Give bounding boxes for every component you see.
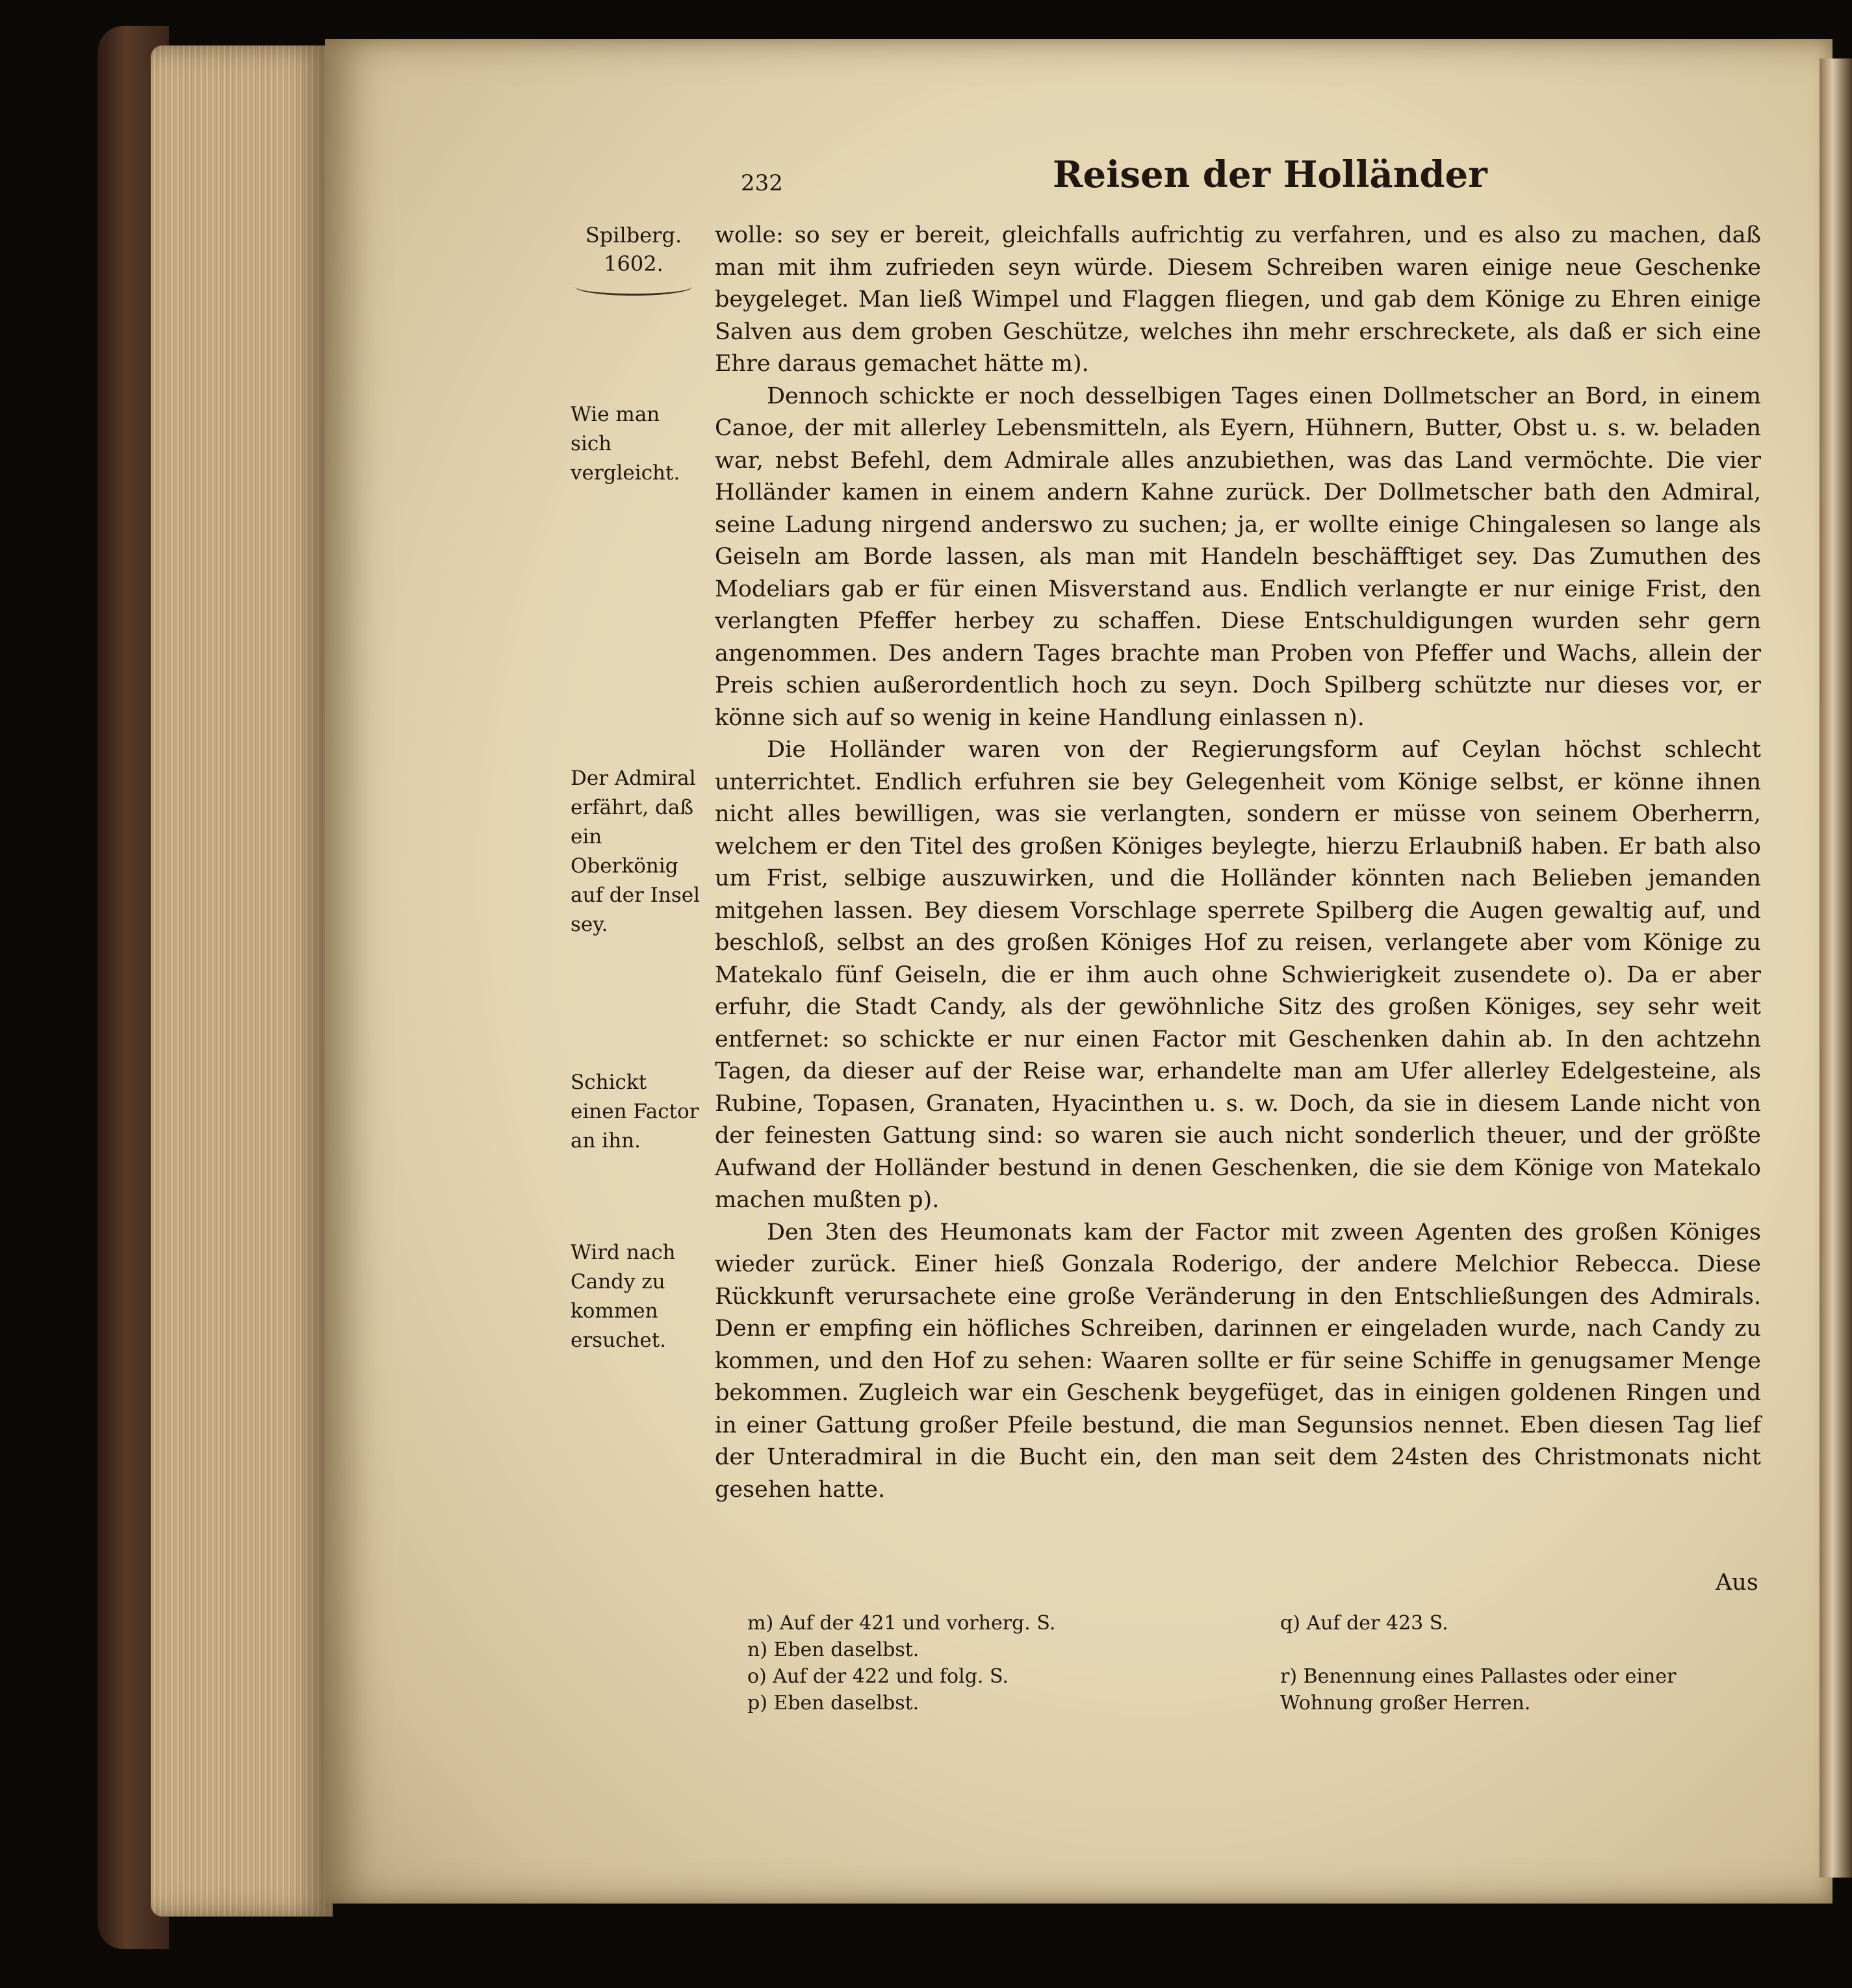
margin-head-year: 1602. <box>604 251 663 276</box>
footnote: o) Auf der 422 und folg. S. <box>747 1665 1009 1688</box>
side-note: Der Admiral erfährt, daß ein Oberkönig auf der Insel sey. <box>571 767 701 936</box>
footnote: n) Eben daselbst. <box>747 1638 920 1661</box>
margin-head-bracket <box>575 278 692 296</box>
footnote: p) Eben daselbst. <box>747 1692 920 1714</box>
footnotes-right <box>1280 1610 1761 1716</box>
paragraph: Dennoch schickte er noch desselbigen Tages einen Dollmetscher an Bord, in einem Canoe, der mit allerley Lebensmitteln, als Eyern, Hühnern, Butter, Obst u. s. w. beladen war, nebst Befehl, dem Admirale alles anzubiethen, was das Land vermöchte. Die vier Holländer kamen in einem andern Kahne zurück. Der Dollmetscher bath den Admiral, seine Ladung nirgend anderswo zu suchen; ja, er wollte einige Chingalesen so lange als Geiseln am Borde lassen, als man mit Handeln beschäfftiget sey. Das Zumuthen des Modeliars gab er für einen Misverstand aus. Endlich verlangte er nur einige Frist, den verlangten Pfeffer herbey zu schaffen. Diese Entschuldigungen wurden sehr gern angenommen. Des andern Tages brachte man Proben von Pfeffer und Wachs, allein der Preis schien außerordentlich hoch zu seyn. Doch Spilberg schützte nur dieses vor, er könne sich auf so wenig in keine Handlung einlassen n). <box>715 383 1761 731</box>
facing-page-edge <box>1820 58 1852 1878</box>
margin-head <box>572 221 695 296</box>
body-text <box>715 220 1761 1506</box>
margin-head-name: Spilberg. <box>585 223 682 248</box>
page-edges <box>151 45 333 1917</box>
footnote: m) Auf der 421 und vorherg. S. <box>747 1612 1056 1635</box>
paragraph: wolle: so sey er bereit, gleichfalls aufrichtig zu verfahren, und es also zu machen, daß man mit ihm zufrieden seyn würde. Diesem Schreiben waren einige neue Geschenke beygeleget. Man ließ Wimpel und Flaggen fliegen, und gab dem Könige zu Ehren einige Salven aus dem groben Geschütze, welches ihn mehr erschreckete, als daß er sich eine Ehre daraus gemachet hätte m). <box>715 222 1761 377</box>
paragraph: Die Holländer waren von der Regierungsform auf Ceylan höchst schlecht unterrichtet. Endlich erfuhren sie bey Gelegenheit vom Könige selbst, er könne ihnen nicht alles bewilligen, was sie verlangten, sondern er müsse von seinem Oberherrn, welchem er den Titel des großen Königes beylegte, hierzu Erlaubniß haben. Er bath also um Frist, selbige auszuwirken, und die Holländer könnten nach Belieben jemanden mitgehen lassen. Bey diesem Vorschlage sperrete Spilberg die Augen gewaltig auf, und beschloß, selbst an des großen Königes Hof zu reisen, verlangete aber vom Könige zu Matekalo fünf Geiseln, die er ihm auch ohne Schwierigkeit zusendete o). Da er aber erfuhr, die Stadt Candy, als der gewöhnliche Sitz des großen Königes, sey sehr weit entfernet: so schickte er nur einen Factor mit Geschenken dahin ab. In den achtzehn Tagen, da dieser auf der Reise war, erhandelte man am Ufer allerley Edelgesteine, als Rubine, Topasen, Granaten, Hyacinthen u. s. w. Doch, da sie in diesem Lande nicht von der feinesten Gattung sind: so waren sie auch nicht sonderlich theuer, und der größte Aufwand der Holländer bestund in denen Geschenken, die sie dem Könige von Matekalo machen mußten p). <box>715 737 1761 1213</box>
footnote: q) Auf der 423 S. <box>1280 1612 1448 1635</box>
page-number: 232 <box>741 170 783 196</box>
footnotes-left <box>747 1610 1241 1716</box>
footnote: r) Benennung eines Pallastes oder einer Wohnung großer Herren. <box>1280 1665 1677 1714</box>
side-note: Schickt einen Factor an ihn. <box>571 1071 699 1153</box>
side-note: Wird nach Candy zu kommen ersuchet. <box>571 1241 676 1352</box>
paragraph: Den 3ten des Heumonats kam der Factor mit zween Agenten des großen Königes wieder zurück. Einer hieß Gonzala Roderigo, der andere Melchior Rebecca. Diese Rückkunft verursachete eine große Veränderung in den Entschließungen des Admirals. Denn er empfing ein höfliches Schreiben, darinnen er eingeladen wurde, nach Candy zu kommen, und den Hof zu sehen: Waaren sollte er für seine Schiffe in genugsamer Menge bekommen. Zugleich war ein Geschenk beygefüget, das in einigen goldenen Ringen und in einer Gattung großer Pfeile bestund, die man Segunsios nennet. Eben diesen Tag lief der Unteradmiral in die Bucht ein, den man seit dem 24sten des Christmonats nicht gesehen hatte. <box>715 1219 1761 1503</box>
side-note: Wie man sich vergleicht. <box>571 403 680 485</box>
catchword: Aus <box>1716 1570 1758 1596</box>
running-title: Reisen der Holländer <box>1053 153 1487 196</box>
